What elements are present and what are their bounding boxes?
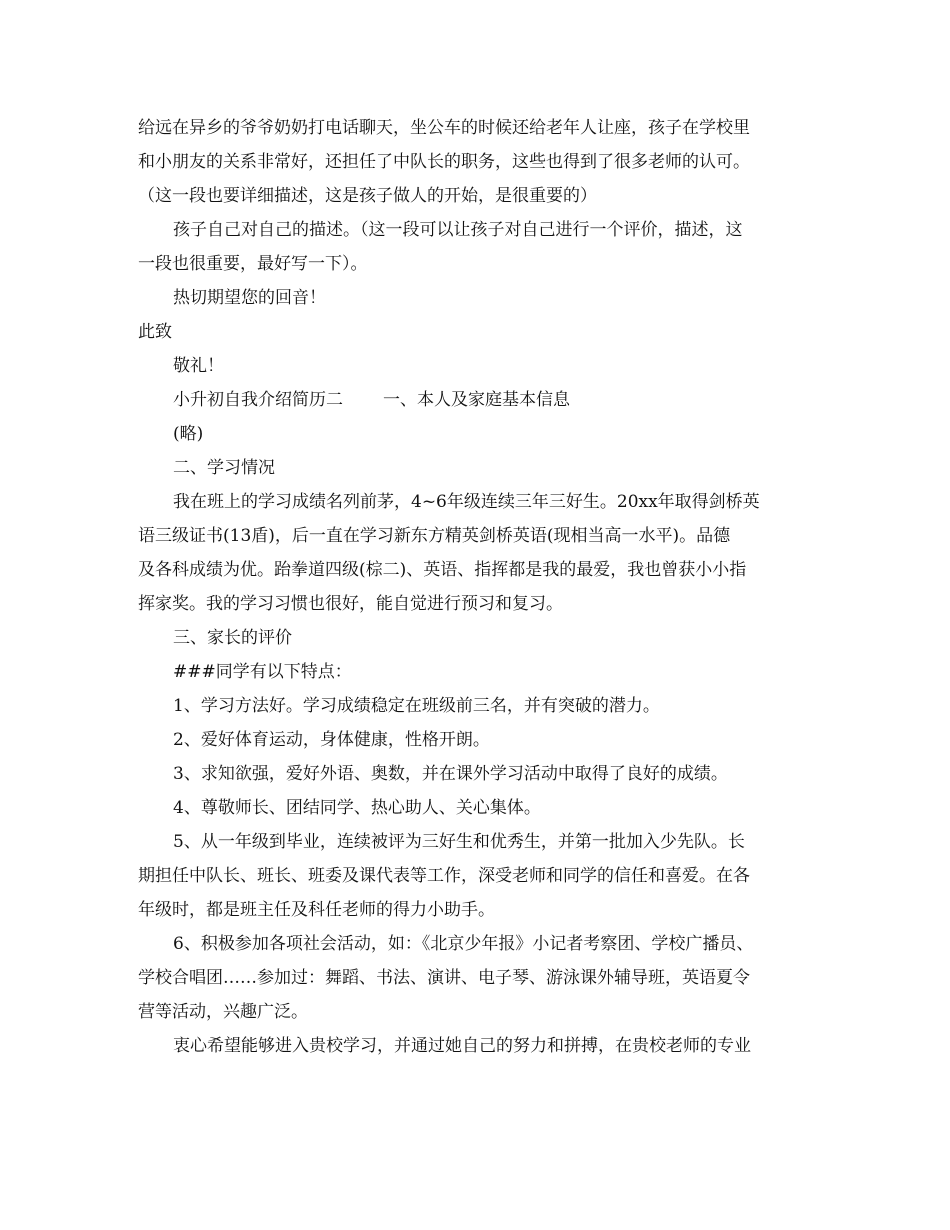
closing-salutation: 此致: [138, 322, 172, 342]
list-item: 3、求知欲强，爱好外语、奥数，并在课外学习活动中取得了良好的成绩。: [173, 764, 728, 784]
text-line: 热切期望您的回音！: [173, 288, 326, 308]
text-line: 期担任中队长、班长、班委及课代表等工作，深受老师和同学的信任和喜爱。在各: [138, 866, 750, 886]
section-heading: 一、本人及家庭基本信息: [383, 390, 570, 410]
text-line: 给远在异乡的爷爷奶奶打电话聊天，坐公车的时候还给老年人让座，孩子在学校里: [138, 118, 750, 138]
text-line: 一段也很重要，最好写一下）。: [138, 254, 368, 274]
text-line: 衷心希望能够进入贵校学习，并通过她自己的努力和拼搏，在贵校老师的专业: [173, 1036, 751, 1056]
section-heading: 二、学习情况: [173, 458, 275, 478]
text-line: 营等活动，兴趣广泛。: [138, 1002, 308, 1022]
text-line: 年级时，都是班主任及科任老师的得力小助手。: [138, 900, 495, 920]
text-line: 挥家奖。我的学习习惯也很好，能自觉进行预习和复习。: [138, 594, 563, 614]
list-item: 6、积极参加各项社会活动，如：《北京少年报》小记者考察团、学校广播员、: [173, 934, 754, 954]
list-item: 1、学习方法好。学习成绩稳定在班级前三名，并有突破的潜力。: [173, 696, 660, 716]
text-line: 我在班上的学习成绩名列前茅，4~6年级连续三年三好生。20xx年取得剑桥英: [173, 492, 760, 512]
section-heading-line: [138, 383, 828, 417]
text-line: 语三级证书(13盾)，后一直在学习新东方精英剑桥英语(现相当高一水平)。品德: [138, 526, 731, 546]
list-item: 4、尊敬师长、团结同学、热心助人、关心集体。: [173, 798, 541, 818]
text-line: 和小朋友的关系非常好，还担任了中队长的职务，这些也得到了很多老师的认可。: [138, 152, 750, 172]
text-line: （这一段也要详细描述，这是孩子做人的开始，是很重要的）: [138, 186, 597, 206]
list-item: 5、从一年级到毕业，连续被评为三好生和优秀生，并第一批加入少先队。长: [173, 832, 745, 852]
resume-title: 小升初自我介绍简历二: [173, 390, 343, 410]
document-body: [138, 111, 828, 1063]
text-line: 孩子自己对自己的描述。（这一段可以让孩子对自己进行一个评价，描述，这: [173, 220, 743, 240]
text-line: 学校合唱团……参加过：舞蹈、书法、演讲、电子琴、游泳课外辅导班，英语夏令: [138, 968, 750, 988]
section-heading: 三、家长的评价: [173, 628, 292, 648]
text-line: ###同学有以下特点：: [173, 662, 352, 682]
closing-regards: 敬礼！: [173, 356, 224, 376]
text-line: (略): [173, 424, 204, 444]
text-line: 及各科成绩为优。跆拳道四级(棕二)、英语、指挥都是我的最爱，我也曾获小小指: [138, 560, 747, 580]
list-item: 2、爱好体育运动，身体健康，性格开朗。: [173, 730, 490, 750]
